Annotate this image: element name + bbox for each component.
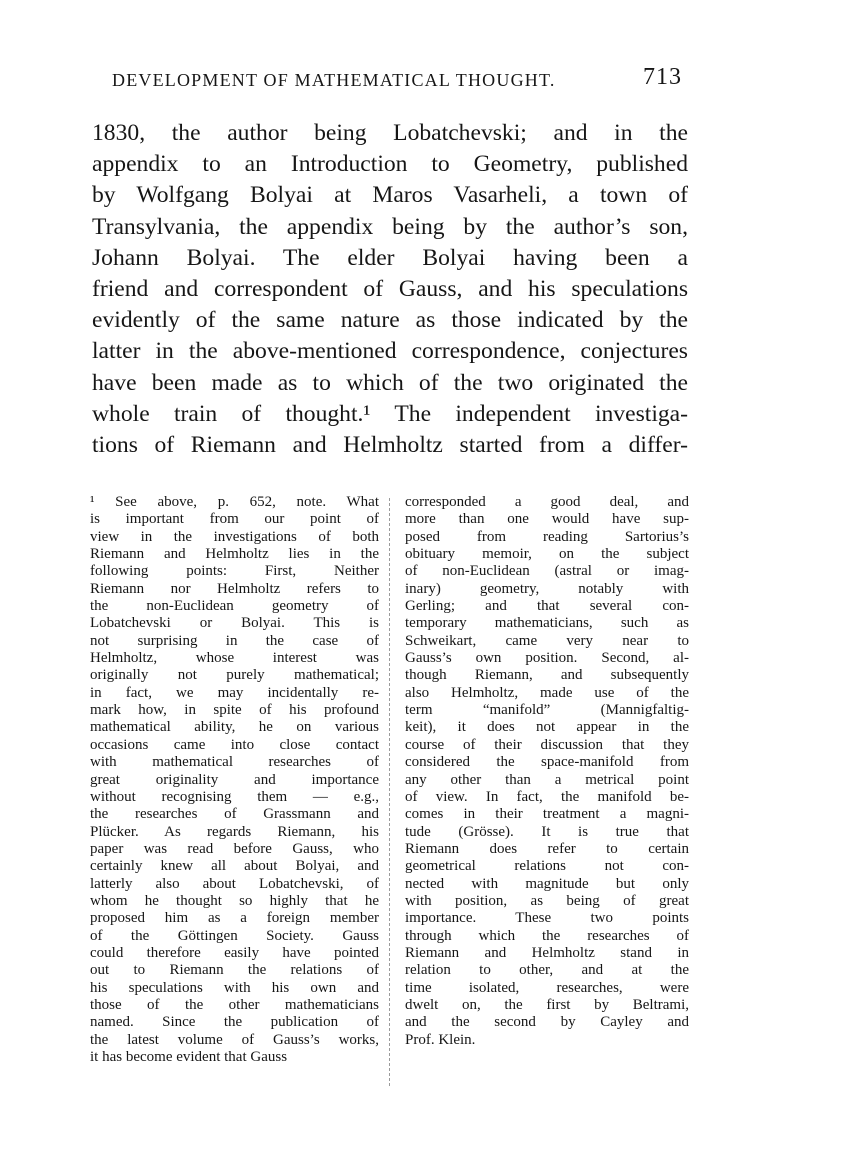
footnote-line: Riemann does refer to certain [405, 840, 689, 857]
footnote-line: paper was read before Gauss, who [90, 840, 379, 857]
body-line: evidently of the same nature as those indicated by the [92, 307, 688, 334]
footnote-line: the non-Euclidean geometry of [90, 598, 379, 615]
footnote-line: the researches of Grassmann and [90, 806, 379, 823]
footnote-line: temporary mathematicians, such as [405, 615, 689, 632]
body-line: Johann Bolyai. The elder Bolyai having been a [92, 244, 688, 271]
footnote-line: Prof. Klein. [405, 1031, 476, 1048]
footnote-line: is important from our point of [90, 511, 379, 528]
footnote-line: importance. These two points [405, 910, 689, 927]
footnote-line: Helmholtz, whose interest was [90, 650, 379, 667]
footnote-line: those of the other mathematicians [90, 996, 379, 1013]
footnote-line: Gerling; and that several con- [405, 598, 689, 615]
footnote-line: term “manifold” (Mannigfaltig- [405, 702, 689, 719]
running-title: DEVELOPMENT OF MATHEMATICAL THOUGHT. [112, 70, 556, 90]
footnote-line: Riemann nor Helmholtz refers to [90, 580, 379, 597]
body-line: have been made as to which of the two originated the [92, 369, 688, 396]
footnote-line: his speculations with his own and [90, 979, 379, 996]
footnote-line: considered the space-manifold from [405, 754, 689, 771]
footnote-line: with mathematical researches of [90, 754, 379, 771]
footnote-line: mark how, in spite of his profound [90, 702, 379, 719]
footnote-line: course of their discussion that they [405, 736, 689, 753]
footnote-line: mathematical ability, he on various [90, 719, 379, 736]
footnote-line: occasions came into close contact [90, 736, 379, 753]
footnote-line: the latest volume of Gauss’s works, [90, 1031, 379, 1048]
footnote-line: latterly also about Lobatchevski, of [90, 875, 379, 892]
footnote-line: of view. In fact, the manifold be- [405, 788, 689, 805]
footnote-line: relation to other, and at the [405, 962, 689, 979]
footnote-line: through which the researches of [405, 927, 689, 944]
footnote-line: view in the investigations of both [90, 528, 379, 545]
footnote-line: in fact, we may incidentally re- [90, 684, 379, 701]
footnote-line: dwelt on, the first by Beltrami, [405, 996, 689, 1013]
footnote-line: posed from reading Sartorius’s [405, 528, 689, 545]
footnote-line: any other than a metrical point [405, 771, 689, 788]
footnote-line: inary) geometry, notably with [405, 580, 689, 597]
footnote-line: Riemann and Helmholtz stand in [405, 944, 689, 961]
footnote-right-column [405, 494, 689, 1049]
body-line: Transylvania, the appendix being by the author’s son, [92, 213, 688, 240]
footnote-line: whom he thought so highly that he [90, 892, 379, 909]
footnote-line: nected with magnitude but only [405, 875, 689, 892]
footnote-line: Riemann and Helmholtz lies in the [90, 546, 379, 563]
body-line: 1830, the author being Lobatchevski; and in the [92, 120, 688, 146]
footnote-left-column [90, 494, 379, 1066]
body-line: friend and correspondent of Gauss, and his speculations [92, 275, 688, 302]
footnote-line: great originality and importance [90, 771, 379, 788]
footnote-line: named. Since the publication of [90, 1014, 379, 1031]
footnote-line: also Helmholtz, made use of the [405, 684, 689, 701]
footnote-line: Plücker. As regards Riemann, his [90, 823, 379, 840]
body-line: latter in the above-mentioned correspondence, conjectures [92, 338, 688, 365]
footnote-line: tude (Grösse). It is true that [405, 823, 689, 840]
footnote-line: following points: First, Neither [90, 563, 379, 580]
footnote-line: obituary memoir, on the subject [405, 546, 689, 563]
footnote-line: more than one would have sup- [405, 511, 689, 528]
footnote-line: originally not purely mathematical; [90, 667, 379, 684]
body-line: tions of Riemann and Helmholtz started from a differ- [92, 431, 688, 458]
footnote-line: and the second by Cayley and [405, 1014, 689, 1031]
body-line: appendix to an Introduction to Geometry, published [92, 151, 688, 178]
footnote-line: certainly knew all about Bolyai, and [90, 858, 379, 875]
footnote-line: Lobatchevski or Bolyai. This is [90, 615, 379, 632]
footnote-line: proposed him as a foreign member [90, 910, 379, 927]
footnote-line: not surprising in the case of [90, 632, 379, 649]
footnote-line: keit), it does not appear in the [405, 719, 689, 736]
body-line: whole train of thought.¹ The independent investiga- [92, 400, 688, 427]
footnote-line: Gauss’s own position. Second, al- [405, 650, 689, 667]
footnote-line: with position, as being of great [405, 892, 689, 909]
footnote-line: ¹ See above, p. 652, note. What [90, 494, 379, 510]
footnote-line: comes in their treatment a magni- [405, 806, 689, 823]
footnote-line: geometrical relations not con- [405, 858, 689, 875]
footnote-line: could therefore easily have pointed [90, 944, 379, 961]
footnote-line: time isolated, researches, were [405, 979, 689, 996]
body-line: by Wolfgang Bolyai at Maros Vasarheli, a town of [92, 182, 688, 209]
page-number: 713 [643, 64, 682, 90]
footnote-line: it has become evident that Gauss [90, 1049, 288, 1065]
footnote-line: corresponded a good deal, and [405, 494, 689, 510]
footnote-line: of the Göttingen Society. Gauss [90, 927, 379, 944]
footnote-line: though Riemann, and subsequently [405, 667, 689, 684]
footnote-line: Schweikart, came very near to [405, 632, 689, 649]
main-text [92, 118, 688, 461]
footnote-line: of non-Euclidean (astral or imag- [405, 563, 689, 580]
footnote-line: without recognising them — e.g., [90, 788, 379, 805]
footnote-line: out to Riemann the relations of [90, 962, 379, 979]
column-divider [389, 498, 390, 1086]
